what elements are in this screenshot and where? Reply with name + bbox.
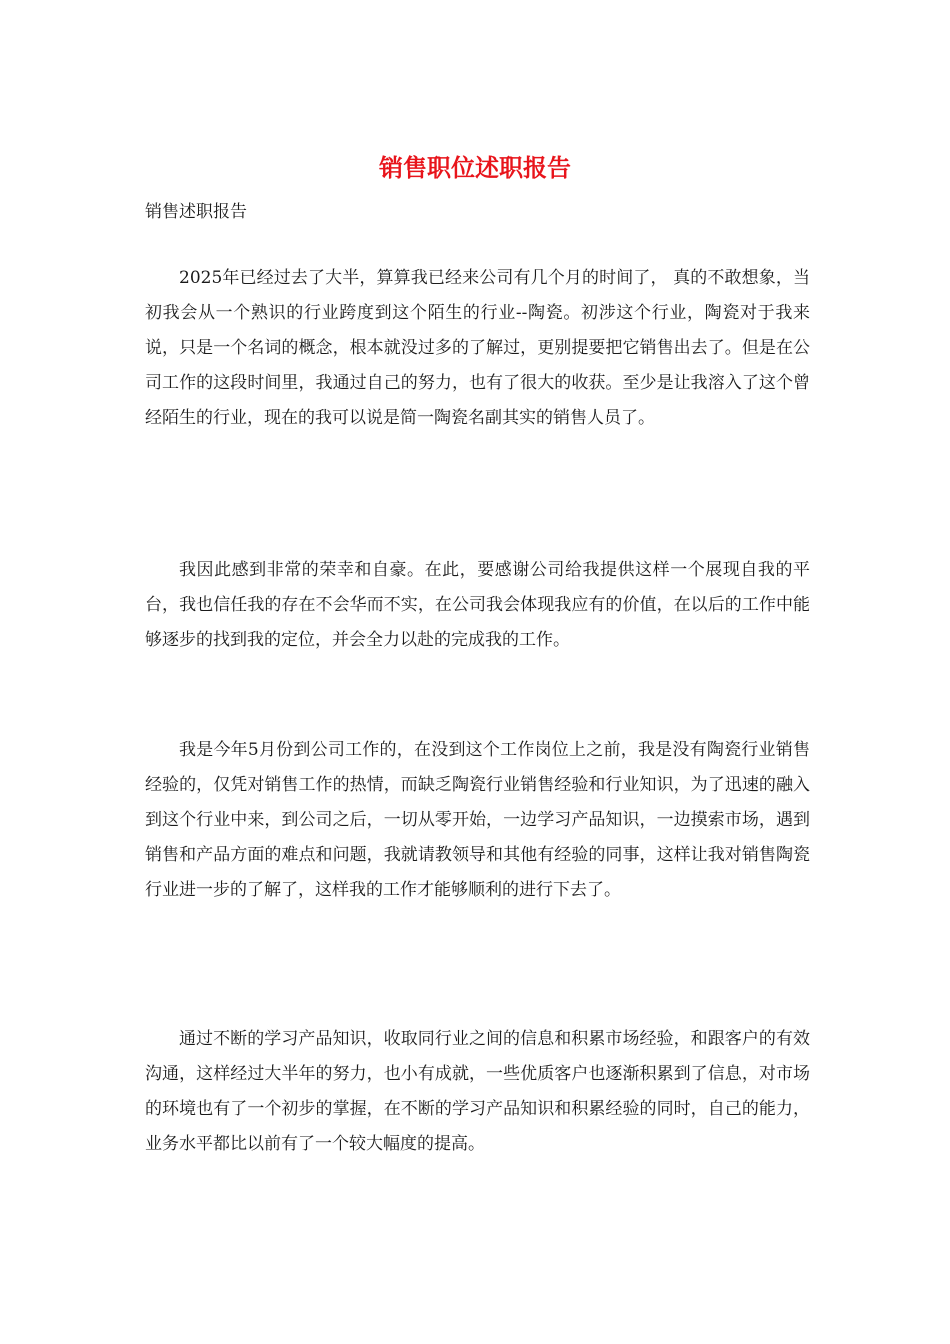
body-paragraph: 2025年已经过去了大半，算算我已经来公司有几个月的时间了， 真的不敢想象，当初我会从一个熟识的行业跨度到这个陌生的行业--陶瓷。初涉这个行业，陶瓷对于我来说，只是一个名词的概念，根本就没过多的了解过，更别提要把它销售出去了。但是在公司工作的这段时间里，我通过自己的努力，也有了很大的收获。至少是让我溶入了这个曾经陌生的行业，现在的我可以说是简一陶瓷名副其实的销售人员了。 bbox=[145, 268, 810, 428]
body-paragraph: 我是今年5月份到公司工作的，在没到这个工作岗位上之前，我是没有陶瓷行业销售经验的，仅凭对销售工作的热情，而缺乏陶瓷行业销售经验和行业知识，为了迅速的融入到这个行业中来，到公司之后，一切从零开始，一边学习产品知识，一边摸索市场，遇到销售和产品方面的难点和问题，我就请教领导和其他有经验的同事，这样让我对销售陶瓷行业进一步的了解了，这样我的工作才能够顺利的进行下去了。 bbox=[145, 740, 810, 900]
body-paragraph: 通过不断的学习产品知识，收取同行业之间的信息和积累市场经验，和跟客户的有效沟通，这样经过大半年的努力，也小有成就，一些优质客户也逐渐积累到了信息，对市场的环境也有了一个初步的掌握，在不断的学习产品知识和积累经验的同时，自己的能力，业务水平都比以前有了一个较大幅度的提高。 bbox=[145, 1029, 810, 1154]
body-paragraph: 我因此感到非常的荣幸和自豪。在此，要感谢公司给我提供这样一个展现自我的平台，我也信任我的存在不会华而不实，在公司我会体现我应有的价值，在以后的工作中能够逐步的找到我的定位，并会全力以赴的完成我的工作。 bbox=[145, 560, 810, 650]
document-title: 销售职位述职报告 bbox=[379, 153, 571, 182]
document-subtitle: 销售述职报告 bbox=[145, 202, 247, 222]
